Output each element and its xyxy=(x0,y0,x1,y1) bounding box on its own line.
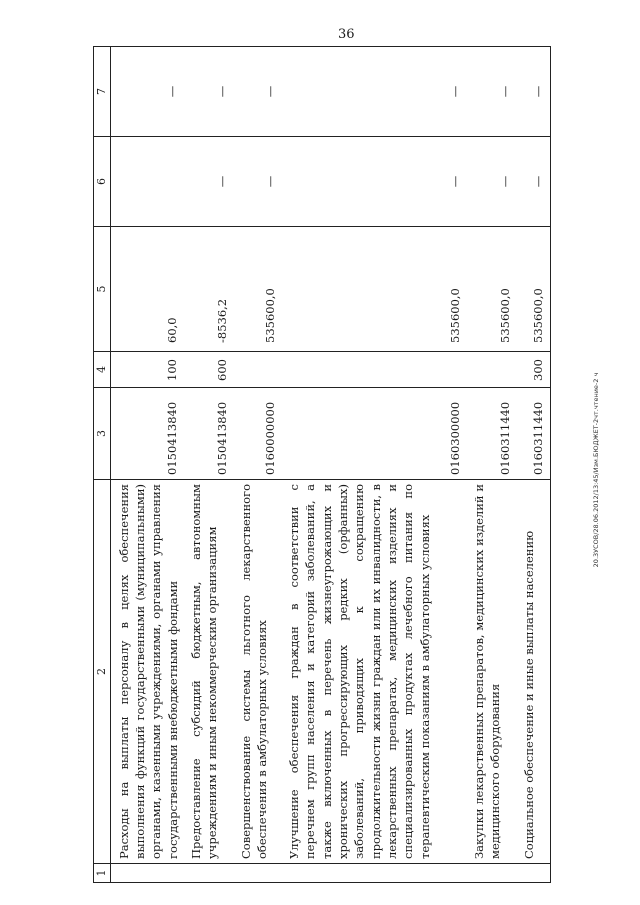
amount-cell: 535600,0 xyxy=(466,227,516,352)
col6-cell: — xyxy=(183,137,233,227)
col7-cell: — xyxy=(183,47,233,137)
header-col-4: 4 xyxy=(94,352,111,388)
target-code-cell: 0150413840 xyxy=(110,388,183,480)
table-row xyxy=(233,47,281,883)
amount-cell: 535600,0 xyxy=(516,227,550,352)
budget-table-container xyxy=(93,47,583,883)
budget-table-rotated xyxy=(93,47,583,883)
col6-cell: — xyxy=(466,137,516,227)
item-name-cell: Улучшение обеспечения граждан в соответствии с перечнем групп населения и категорий заболеваний, а также включенных в перечень жизнеугрожающих и хронических прогрессирующих редких (орфанных) заболеваний, приводящих к сокращению продолжительности жизни граждан или их инвалидности, в лекарственных препаратах, медицинских изделиях и специализированных продуктах лечебного питания по терапевтическим показаниям в амбулаторных условиях xyxy=(281,480,466,864)
target-code-cell: 0160300000 xyxy=(281,388,466,480)
target-code-cell: 0160000000 xyxy=(233,388,281,480)
target-code-cell: 0160311440 xyxy=(516,388,550,480)
table-row xyxy=(281,47,466,883)
row-number-cell xyxy=(466,864,516,883)
header-col-3: 3 xyxy=(94,388,111,480)
header-col-7: 7 xyxy=(94,47,111,137)
row-number-cell xyxy=(516,864,550,883)
col6-cell: — xyxy=(233,137,281,227)
amount-cell: -8536,2 xyxy=(183,227,233,352)
table-row xyxy=(516,47,550,883)
col7-cell: — xyxy=(233,47,281,137)
row-number-cell xyxy=(281,864,466,883)
target-code-cell: 0150413840 xyxy=(183,388,233,480)
expense-type-cell: 100 xyxy=(110,352,183,388)
table-row xyxy=(466,47,516,883)
col6-cell xyxy=(110,137,183,227)
item-name-cell: Предоставление субсидий бюджетным, автономным учреждениям и иным некоммерческим организациям xyxy=(183,480,233,864)
budget-table xyxy=(93,46,551,883)
header-col-6: 6 xyxy=(94,137,111,227)
item-name-cell: Совершенствование системы льготного лекарственного обеспечения в амбулаторных условиях xyxy=(233,480,281,864)
table-row xyxy=(183,47,233,883)
document-code-text: 20.3УСОВ/28.06.2012/13:45/Изм.БЮДЖЕТ-2чт.чтение-2 ч xyxy=(592,372,600,568)
table-header-row xyxy=(94,47,111,883)
page-number: 36 xyxy=(338,27,355,42)
item-name-cell: Расходы на выплаты персоналу в целях обеспечения выполнения функций государственными (муниципальными) органами, казенными учреждениями, органами управления государственными внебюджетными фондами xyxy=(110,480,183,864)
row-number-cell xyxy=(110,864,183,883)
header-col-1: 1 xyxy=(94,864,111,883)
table-row xyxy=(110,47,183,883)
row-number-cell xyxy=(183,864,233,883)
expense-type-cell: 600 xyxy=(183,352,233,388)
target-code-cell: 0160311440 xyxy=(466,388,516,480)
item-name-cell: Социальное обеспечение и иные выплаты населению xyxy=(516,480,550,864)
col7-cell: — xyxy=(516,47,550,137)
col7-cell: — xyxy=(281,47,466,137)
expense-type-cell: 300 xyxy=(516,352,550,388)
expense-type-cell xyxy=(281,352,466,388)
amount-cell: 535600,0 xyxy=(281,227,466,352)
row-number-cell xyxy=(233,864,281,883)
item-name-cell: Закупки лекарственных препаратов, медицинских изделий и медицинского оборудования xyxy=(466,480,516,864)
col6-cell: — xyxy=(281,137,466,227)
col7-cell: — xyxy=(110,47,183,137)
header-col-2: 2 xyxy=(94,480,111,864)
expense-type-cell xyxy=(233,352,281,388)
expense-type-cell xyxy=(466,352,516,388)
amount-cell: 60,0 xyxy=(110,227,183,352)
col7-cell: — xyxy=(466,47,516,137)
header-col-5: 5 xyxy=(94,227,111,352)
col6-cell: — xyxy=(516,137,550,227)
amount-cell: 535600,0 xyxy=(233,227,281,352)
document-code-stamp xyxy=(590,55,602,885)
